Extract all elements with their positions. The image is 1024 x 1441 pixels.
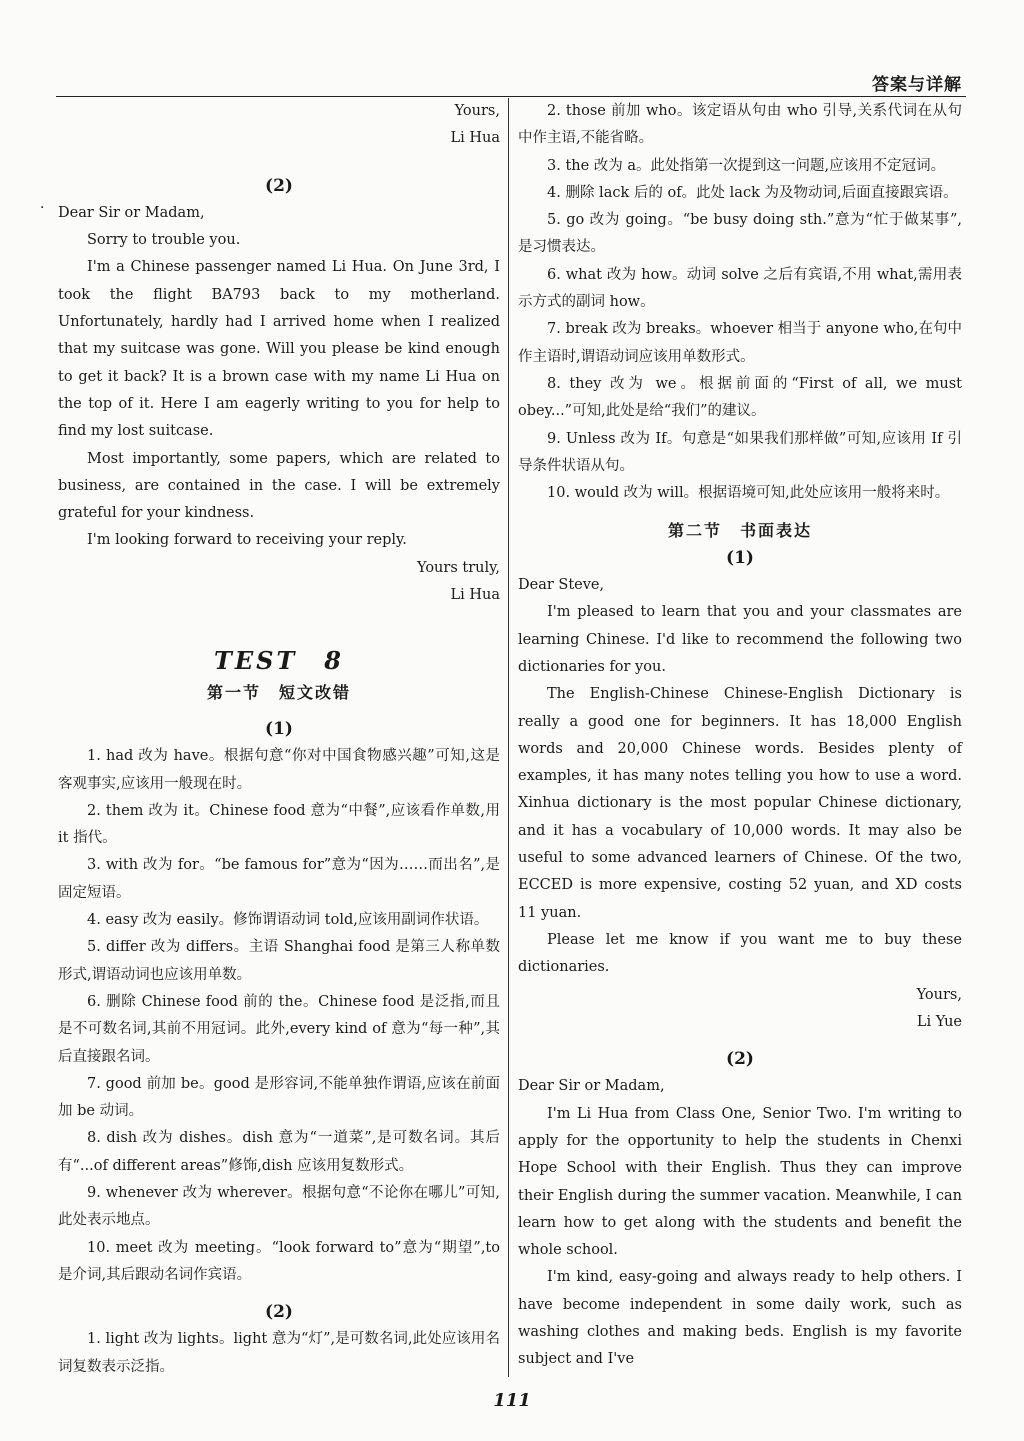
letter-salutation: Dear Steve, [518, 577, 605, 594]
section1-title: 第一节 短文改错 [206, 682, 351, 702]
answer-item: 1. light 改为 lights。light 意为“灯”,是可数名词,此处应该用名词复数表示泛指。 [58, 1331, 500, 1375]
letter-paragraph: I'm a Chinese passenger named Li Hua. On June 3rd, I took the flight BA793 back to my motherland. Unfortunately, hardly had I arrived home when I realized that my suitcase was gone. Will you please be kind enough to get it back? It is a brown case with my name Li Hua on the top of it. Here I am eagerly writing to you for help to find my lost suitcase. [58, 259, 500, 440]
letter-signature: Li Yue [916, 1013, 962, 1030]
answer-item: 1. had 改为 have。根据句意“你对中国食物感兴趣”可知,这是客观事实,应该用一般现在时。 [58, 748, 500, 792]
column-divider [508, 98, 509, 1377]
test-title: TEST 8 [213, 646, 345, 676]
letter-paragraph: The English-Chinese Chinese-English Dictionary is really a good one for beginners. It has 18,000 English words and 20,000 Chinese words. Besides plenty of examples, it has many notes telling you how to use a word. Xinhua dictionary is the most popular Chinese dictionary, and it has a vocabulary of 10,000 words. It may also be useful to some advanced learners of Chinese. Of the two, ECCED is more expensive, costing 52 yuan, and XD costs 11 yuan. [518, 686, 962, 921]
letter1-number: (1) [726, 547, 754, 568]
letter-paragraph: Most importantly, some papers, which are related to business, are contained in the case. I will be extremely grateful for your kindness. [58, 450, 500, 522]
answer-item: 8. they 改为 we。根据前面的“First of all, we must obey...”可知,此处是给“我们”的建议。 [518, 375, 962, 420]
answer-item: 4. easy 改为 easily。修饰谓语动词 told,应该用副词作状语。 [87, 912, 489, 929]
answer-item: 7. break 改为 breaks。whoever 相当于 anyone who,在句中作主语时,谓语动词应该用单数形式。 [518, 321, 962, 365]
prev-signature: Li Hua [450, 130, 500, 147]
answer-item: 10. would 改为 will。根据语境可知,此处应该用一般将来时。 [547, 485, 950, 502]
page-number: 111 [493, 1390, 531, 1411]
letter-closing: Yours, [916, 986, 962, 1003]
answer-item: 5. go 改为 going。“be busy doing sth.”意为“忙于做某事”,是习惯表达。 [518, 212, 962, 256]
answer-item: 9. whenever 改为 wherever。根据句意“不论你在哪儿”可知,此处表示地点。 [58, 1184, 500, 1229]
letter-paragraph: I'm Li Hua from Class One, Senior Two. I'm writing to apply for the opportunity to help the students in Chenxi Hope School with their English. Thus they can improve their English during the summer vacation. Meanwhile, I can learn how to get along with the students and benefit the whole school. [518, 1105, 962, 1259]
answer-item: 3. with 改为 for。“be famous for”意为“因为……而出名”,是固定短语。 [58, 857, 500, 901]
answer-item: 5. differ 改为 differs。主语 Shanghai food 是第三人称单数形式,谓语动词也应该用单数。 [58, 939, 500, 983]
answer-item: 2. them 改为 it。Chinese food 意为“中餐”,应该看作单数,用 it 指代。 [58, 802, 500, 847]
letter-paragraph: Please let me know if you want me to buy these dictionaries. [518, 931, 962, 976]
letter-paragraph: Sorry to trouble you. [87, 232, 241, 249]
part2-number: (2) [265, 1302, 293, 1323]
answer-item: 7. good 前加 be。good 是形容词,不能单独作谓语,应该在前面加 be 动词。 [58, 1075, 500, 1120]
letter-signature: Li Hua [450, 587, 500, 604]
left-column [58, 98, 500, 1381]
letter-paragraph: I'm pleased to learn that you and your classmates are learning Chinese. I'd like to recommend the following two dictionaries for you. [518, 604, 962, 675]
section2-title: 第二节 书面表达 [667, 521, 812, 541]
answer-item: 9. Unless 改为 If。句意是“如果我们那样做”可知,应该用 If 引导条件状语从句。 [518, 430, 962, 474]
right-column [518, 98, 962, 1374]
margin-dot: · [40, 200, 45, 216]
letter2-number: (2) [726, 1049, 754, 1070]
answer-item: 2. those 前加 who。该定语从句由 who 引导,关系代词在从句中作主语,不能省略。 [518, 103, 962, 147]
section-tag: 答案与详解 [872, 75, 962, 95]
answer-item: 6. what 改为 how。动词 solve 之后有宾语,不用 what,需用表示方式的副词 how。 [518, 266, 962, 311]
prev-closing: Yours, [454, 103, 500, 119]
letter2-number: (2) [265, 175, 293, 196]
answer-item: 6. 删除 Chinese food 前的 the。Chinese food 是泛指,而且是不可数名词,其前不用冠词。此外,every kind of 意为“每一种”,其后直接跟名词。 [58, 993, 500, 1065]
letter-paragraph: I'm looking forward to receiving your reply. [87, 532, 407, 549]
letter-salutation: Dear Sir or Madam, [58, 204, 205, 221]
answer-item: 4. 删除 lack 后的 of。此处 lack 为及物动词,后面直接跟宾语。 [547, 184, 958, 201]
letter-salutation: Dear Sir or Madam, [518, 1078, 665, 1095]
part1-number: (1) [265, 718, 293, 739]
letter-paragraph: I'm kind, easy-going and always ready to help others. I have become independent in some daily work, such as washing clothes and making beds. English is my favorite subject and I've [518, 1269, 962, 1368]
answer-item: 8. dish 改为 dishes。dish 意为“一道菜”,是可数名词。其后有“...of different areas”修饰,dish 应该用复数形式。 [58, 1130, 500, 1174]
header-rule [56, 96, 966, 97]
letter-closing: Yours truly, [417, 559, 500, 576]
answer-item: 10. meet 改为 meeting。“look forward to”意为“期望”,to 是介词,其后跟动名词作宾语。 [58, 1239, 500, 1283]
answer-item: 3. the 改为 a。此处指第一次提到这一问题,应该用不定冠词。 [547, 157, 946, 174]
